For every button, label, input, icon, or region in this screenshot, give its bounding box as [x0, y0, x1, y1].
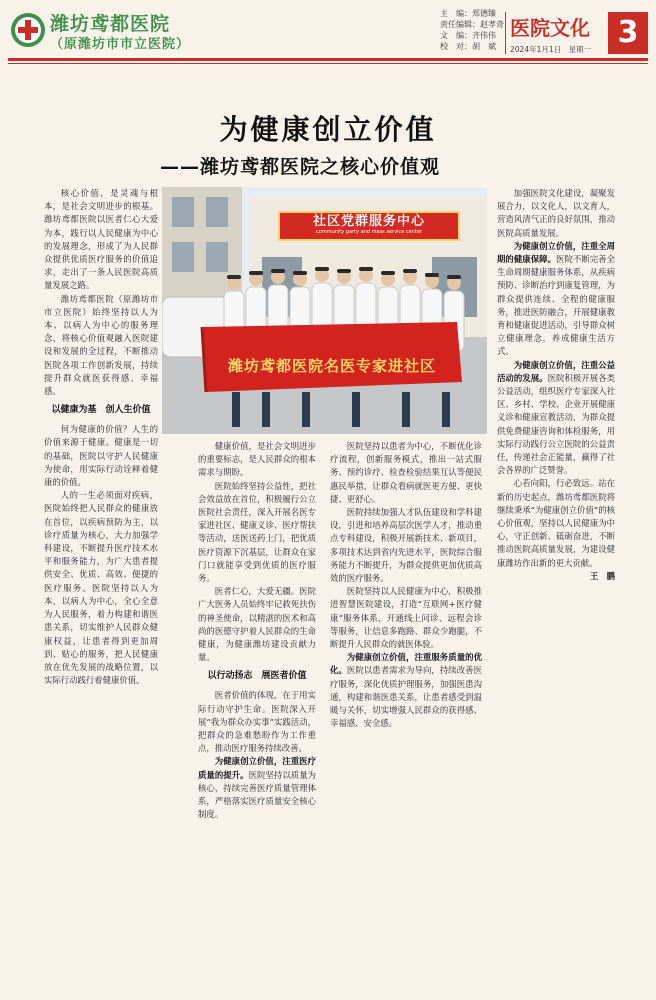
paragraph: 医者价值的体现，在于用实际行动守护生命。医院深入开展“我为群众办实事”实践活动，把群众的急难愁盼作为工作重点，推动医疗服务持续改善。 — [198, 690, 316, 754]
bold-lead: 为健康创立价值，注重全周期的健康保障。 — [497, 240, 615, 265]
column-1 — [44, 187, 158, 987]
paragraph — [497, 359, 615, 478]
author-byline: 王 鹏 — [589, 570, 615, 581]
paragraph: 核心价值，是灵魂与根本，是社会文明进步的根基。潍坊鸢都医院以医者仁心大爱为本，践行以人民健康为中心的发展理念，形成了为人民群众提供优质医疗服务的价值追求，走出了一条人民医院高质量发展之路。 — [44, 188, 158, 291]
article-subtitle: ——潍坊鸢都医院之核心价值观 — [160, 156, 441, 178]
article-photo — [162, 187, 487, 434]
section-heading: 以行动扬志 展医者价值 — [207, 671, 307, 682]
section-heading: 以健康为基 创人生价值 — [51, 405, 151, 416]
article-title: 为健康创立价值 — [219, 113, 437, 146]
photo-banner: 潍坊鸢都医院名医专家进社区 — [227, 357, 436, 375]
paragraph-text: 医院以患者需求为导向，持续改善医疗服务，深化优质护理服务，加强医患沟通，构建和谐医患关系，让患者感受到温暖与关怀，切实增强人民群众的获得感、幸福感、安全感。 — [330, 665, 482, 729]
masthead-divider — [505, 12, 506, 54]
paragraph: 医院坚持以人民健康为中心，积极推进智慧医院建设，打造“互联网+医疗健康”服务体系，开通线上问诊、远程会诊等服务，让信息多跑路、群众少跑腿，不断提升人民群众的就医体验。 — [330, 586, 482, 650]
photo-sign: 社区党群服务中心 — [278, 211, 460, 241]
paragraph-text: 医院不断完善全生命周期健康服务体系，从疾病预防、诊断治疗到康复管理，为群众提供连续、全程的健康服务，推进医防融合，开展健康教育和健康促进活动，引导群众树立健康理念，养成健康生活方式。 — [497, 254, 615, 357]
paragraph: 心若向阳，行必致远。站在新的历史起点，潍坊鸢都医院将继续秉承“为健康创立价值”的核心价值观，坚持以人民健康为中心，守正创新、砥砺奋进，不断推动医院高质量发展，为建设健康潍坊作出新的更大贡献。 — [497, 478, 615, 568]
hospital-name: 潍坊鸢都医院 — [50, 13, 171, 35]
hospital-subtitle: （原潍坊市市立医院） — [50, 37, 191, 52]
staff-line: 校 对：胡 斌 — [440, 42, 496, 51]
paragraph: 加强医院文化建设，凝聚发展合力，以文化人，以文育人，营造风清气正的良好氛围，推动医院高质量发展。 — [497, 188, 615, 238]
bold-lead: 为健康创立价值，注重服务质量的优化。 — [330, 652, 482, 676]
staff-line: 责任编辑：赵孝奇 — [440, 20, 504, 29]
paragraph: 医者仁心，大爱无疆。医院广大医务人员始终牢记救死扶伤的神圣使命，以精湛的医术和高尚的医德守护着人民群众的生命健康，为健康潍坊建设贡献力量。 — [198, 586, 316, 663]
paragraph-text: 医院坚持以质量为核心，持续完善医疗质量管理体系，严格落实医疗质量安全核心制度。 — [198, 769, 316, 820]
page-number: 3 — [608, 12, 648, 54]
bold-lead: 为健康创立价值，注重公益活动的发展。 — [497, 359, 615, 383]
paragraph: 健康价值，是社会文明进步的重要标志，是人民群众的根本需求与期盼。 — [198, 441, 316, 478]
column-2 — [198, 440, 316, 987]
paragraph — [497, 240, 615, 359]
photo-sign-english: community party and mass service center — [316, 229, 422, 235]
bold-lead: 为健康创立价值，注重医疗质量的提升。 — [198, 756, 316, 780]
paragraph: 医院坚持以患者为中心，不断优化诊疗流程，创新服务模式，推出一站式服务、预约诊疗、检查检验结果互认等便民惠民举措，让群众看病就医更方便、更快捷、更舒心。 — [330, 441, 482, 504]
paragraph — [198, 755, 316, 821]
column-3 — [330, 440, 482, 987]
masthead — [0, 0, 656, 62]
paragraph: 人的一生必须面对疾病，医院始终把人民群众的健康放在首位，以疾病预防为主，以诊疗质量为核心，大力加强学科建设，不断提升医疗技术水平和服务能力，为广大患者提供安全、优质、高效、便捷的医疗服务。医院坚持以人为本，以病人为中心，全心全意为人民服务，着力构建和谐医患关系，切实维护人民群众健康权益，让患者得到更加周到、贴心的服务，把人民健康放在优先发展的战略位置，以实际行动践行着健康价值。 — [44, 490, 158, 686]
paragraph: 医院始终坚持公益性，把社会效益放在首位，积极履行公立医院社会责任，深入开展名医专家进社区、健康义诊、医疗帮扶等活动，送医送药上门，把优质医疗资源下沉基层，让群众在家门口就能享受到优质的医疗服务。 — [198, 480, 316, 584]
staff-line: 主 编：郑德臻 — [440, 9, 496, 18]
hospital-logo-icon — [10, 12, 46, 48]
masthead-rule — [8, 58, 648, 61]
column-4 — [497, 187, 615, 987]
paragraph: 何为健康的价值？人生的价值来源于健康。健康是一切的基础，医院以守护人民健康为使命，用实际行动诠释着健康的价值。 — [44, 424, 158, 488]
staff-line: 文 编：齐伟伟 — [440, 31, 496, 40]
section-title: 医院文化 — [510, 16, 590, 40]
staff-credits — [440, 8, 504, 52]
paragraph: 医院持续加强人才队伍建设和学科建设，引进和培养高层次医学人才，推动重点专科建设，积极开展新技术、新项目，多项技术达到省内先进水平，医院综合服务能力不断提升，为群众提供更加优质高效的医疗服务。 — [330, 507, 482, 584]
issue-date: 2024年1月1日 星期一 — [510, 45, 592, 54]
paragraph — [330, 651, 482, 730]
paragraph: 潍坊鸢都医院（原潍坊市市立医院）始终坚持以人为本、以病人为中心的服务理念，将核心价值观融入医院建设和发展的全过程，不断推动医院各项工作创新发展，持续提升群众就医获得感、幸福感。 — [44, 293, 158, 397]
masthead-rule-thin — [8, 63, 648, 64]
paragraph-text: 医院积极开展各类公益活动，组织医疗专家深入社区、乡村、学校、企业开展健康义诊和健康宣教活动，为群众提供免费健康咨询和体检服务，用实际行动践行公立医院的公益责任，传递社会正能量，赢得了社会各界的广泛赞誉。 — [497, 372, 615, 476]
